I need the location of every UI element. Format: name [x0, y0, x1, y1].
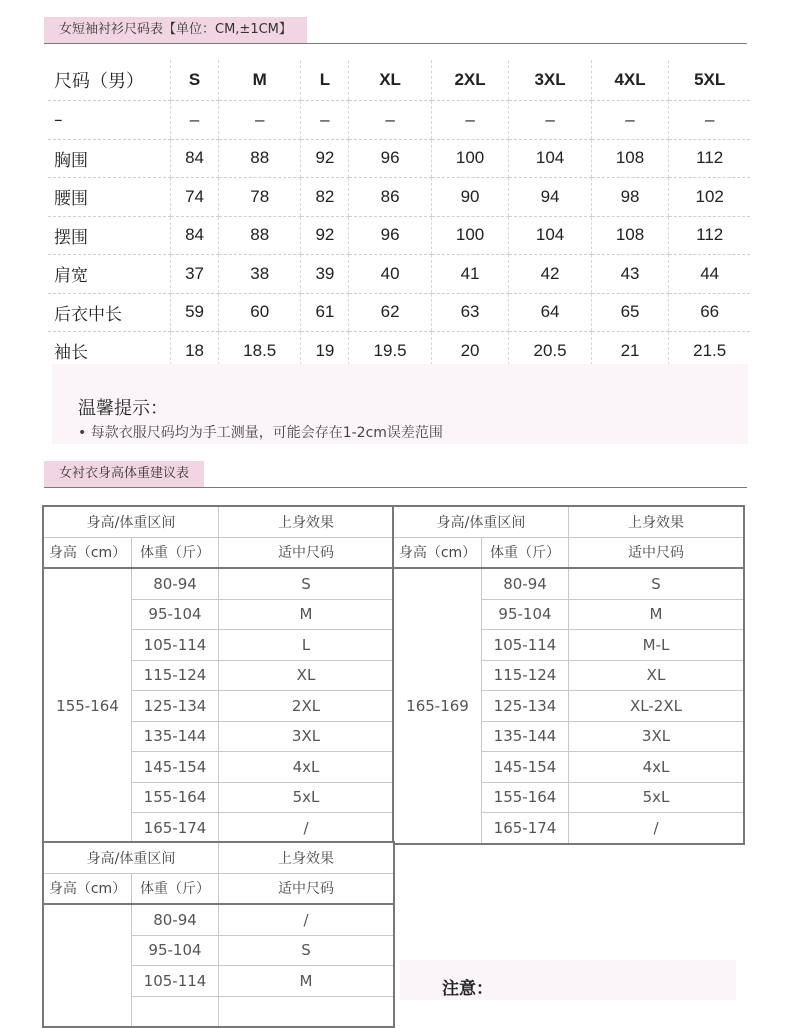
size-value: / [219, 813, 395, 844]
header-effect: 上身效果 [219, 506, 395, 537]
cell: 40 [349, 255, 431, 294]
cell: 19 [301, 332, 349, 370]
size-value [219, 996, 395, 1027]
size-chart-title-tag: 女短袖衬衫尺码表【单位：CM,±1CM】 [44, 17, 307, 43]
size-value: XL [569, 660, 745, 691]
weight-range: 135-144 [132, 721, 219, 752]
header-cell: XL [349, 60, 431, 101]
cell: 61 [301, 293, 349, 332]
size-value: S [219, 568, 395, 599]
weight-table-165-169 [392, 505, 745, 845]
cell: 112 [669, 216, 750, 255]
cell: 88 [219, 216, 301, 255]
weight-range: 145-154 [482, 752, 569, 783]
cell: 62 [349, 293, 431, 332]
size-value: 4xL [219, 752, 395, 783]
header-cell: 3XL [509, 60, 591, 101]
cell: 18 [171, 332, 219, 370]
weight-range: 95-104 [482, 599, 569, 630]
size-value: M-L [569, 630, 745, 661]
header-weight: 体重（斤） [132, 873, 219, 904]
size-value: 3XL [219, 721, 395, 752]
cell: – [171, 101, 219, 140]
size-chart-table [48, 60, 750, 370]
cell: 20.5 [509, 332, 591, 370]
row-label: 腰围 [48, 178, 171, 217]
row-label: 摆围 [48, 216, 171, 255]
cell: 60 [219, 293, 301, 332]
cell: 63 [431, 293, 509, 332]
tips-box [52, 364, 748, 444]
cell: 108 [591, 139, 669, 178]
cell: 64 [509, 293, 591, 332]
cell: 42 [509, 255, 591, 294]
cell: – [219, 101, 301, 140]
weight-range: 95-104 [132, 935, 219, 966]
header-height: 身高（cm） [43, 873, 132, 904]
height-range: 165-169 [393, 568, 482, 844]
row-label: 后衣中长 [48, 293, 171, 332]
weight-range: 155-164 [482, 782, 569, 813]
cell: 100 [431, 139, 509, 178]
size-value: M [569, 599, 745, 630]
cell: 104 [509, 216, 591, 255]
size-value: 5xL [569, 782, 745, 813]
row-label: – [48, 101, 171, 140]
size-value: XL-2XL [569, 691, 745, 722]
table-header-row [48, 60, 750, 101]
weight-range: 80-94 [132, 904, 219, 935]
size-value: S [569, 568, 745, 599]
cell: 112 [669, 139, 750, 178]
header-effect: 上身效果 [219, 842, 395, 873]
weight-range: 105-114 [132, 966, 219, 997]
size-value: / [219, 904, 395, 935]
header-cell: 尺码（男） [48, 60, 171, 101]
cell: 84 [171, 216, 219, 255]
notice-box [400, 960, 736, 1000]
table-row [43, 568, 394, 599]
weight-range: 115-124 [482, 660, 569, 691]
cell: – [509, 101, 591, 140]
height-range [43, 904, 132, 1027]
header-size: 适中尺码 [219, 537, 395, 568]
header-cell: L [301, 60, 349, 101]
table-row [48, 216, 750, 255]
weight-range: 95-104 [132, 599, 219, 630]
header-weight: 体重（斤） [132, 537, 219, 568]
cell: 44 [669, 255, 750, 294]
cell: 20 [431, 332, 509, 370]
size-value: 4xL [569, 752, 745, 783]
size-value: / [569, 813, 745, 844]
cell: 92 [301, 216, 349, 255]
header-cell: 4XL [591, 60, 669, 101]
section-divider [44, 487, 747, 488]
weight-range: 145-154 [132, 752, 219, 783]
cell: 41 [431, 255, 509, 294]
cell: 18.5 [219, 332, 301, 370]
size-value: 2XL [219, 691, 395, 722]
tips-text: • 每款衣服尺码均为手工测量，可能会存在1-2cm误差范围 [78, 425, 443, 441]
header-range: 身高/体重区间 [43, 506, 219, 537]
cell: 102 [669, 178, 750, 217]
table-header-row [43, 873, 394, 904]
section-divider [44, 43, 747, 44]
cell: 88 [219, 139, 301, 178]
cell: 92 [301, 139, 349, 178]
cell: 38 [219, 255, 301, 294]
cell: 21.5 [669, 332, 750, 370]
cell: – [301, 101, 349, 140]
cell: 65 [591, 293, 669, 332]
cell: 82 [301, 178, 349, 217]
weight-range: 125-134 [482, 691, 569, 722]
cell: 19.5 [349, 332, 431, 370]
size-value: XL [219, 660, 395, 691]
weight-table-155-164 [42, 505, 395, 845]
table-row [48, 178, 750, 217]
weight-range: 165-174 [132, 813, 219, 844]
header-size: 适中尺码 [569, 537, 745, 568]
header-size: 适中尺码 [219, 873, 395, 904]
row-label: 胸围 [48, 139, 171, 178]
table-header-row [393, 537, 744, 568]
size-value: M [219, 966, 395, 997]
table-header-row [43, 537, 394, 568]
size-value: L [219, 630, 395, 661]
header-cell: 2XL [431, 60, 509, 101]
cell: 74 [171, 178, 219, 217]
header-cell: S [171, 60, 219, 101]
size-value: 3XL [569, 721, 745, 752]
cell: 96 [349, 139, 431, 178]
header-range: 身高/体重区间 [393, 506, 569, 537]
cell: 104 [509, 139, 591, 178]
weight-range: 80-94 [482, 568, 569, 599]
cell: 78 [219, 178, 301, 217]
weight-range [132, 996, 219, 1027]
size-value: S [219, 935, 395, 966]
row-label: 袖长 [54, 343, 88, 364]
size-value: 5xL [219, 782, 395, 813]
cell: – [669, 101, 750, 140]
header-range: 身高/体重区间 [43, 842, 219, 873]
cell: 96 [349, 216, 431, 255]
table-header-row [43, 506, 394, 537]
table-row [48, 101, 750, 140]
header-effect: 上身效果 [569, 506, 745, 537]
table-row [48, 293, 750, 332]
height-range: 155-164 [43, 568, 132, 844]
cell: 94 [509, 178, 591, 217]
header-height: 身高（cm） [43, 537, 132, 568]
cell: – [591, 101, 669, 140]
row-label: 肩宽 [48, 255, 171, 294]
table-header-row [43, 842, 394, 873]
cell: 86 [349, 178, 431, 217]
table-row [393, 568, 744, 599]
table-header-row [393, 506, 744, 537]
cell: 43 [591, 255, 669, 294]
cell: 84 [171, 139, 219, 178]
weight-range: 80-94 [132, 568, 219, 599]
cell: 37 [171, 255, 219, 294]
weight-range: 155-164 [132, 782, 219, 813]
cell: 39 [301, 255, 349, 294]
size-value: M [219, 599, 395, 630]
cell: – [431, 101, 509, 140]
table-row [48, 139, 750, 178]
weight-range: 135-144 [482, 721, 569, 752]
cell: 98 [591, 178, 669, 217]
tips-title: 温馨提示： [78, 398, 168, 419]
weight-range: 165-174 [482, 813, 569, 844]
cell: 100 [431, 216, 509, 255]
weight-chart-title-tag: 女衬衣身高体重建议表 [44, 461, 204, 487]
cell: 108 [591, 216, 669, 255]
header-height: 身高（cm） [393, 537, 482, 568]
table-row [48, 255, 750, 294]
header-cell: 5XL [669, 60, 750, 101]
header-weight: 体重（斤） [482, 537, 569, 568]
weight-range: 105-114 [132, 630, 219, 661]
cell: 59 [171, 293, 219, 332]
header-cell: M [219, 60, 301, 101]
table-row [43, 904, 394, 935]
cell: – [349, 101, 431, 140]
cell: 66 [669, 293, 750, 332]
cell: 21 [591, 332, 669, 370]
weight-range: 125-134 [132, 691, 219, 722]
cell: 90 [431, 178, 509, 217]
notice-title: 注意： [442, 979, 493, 999]
weight-range: 115-124 [132, 660, 219, 691]
weight-range: 105-114 [482, 630, 569, 661]
